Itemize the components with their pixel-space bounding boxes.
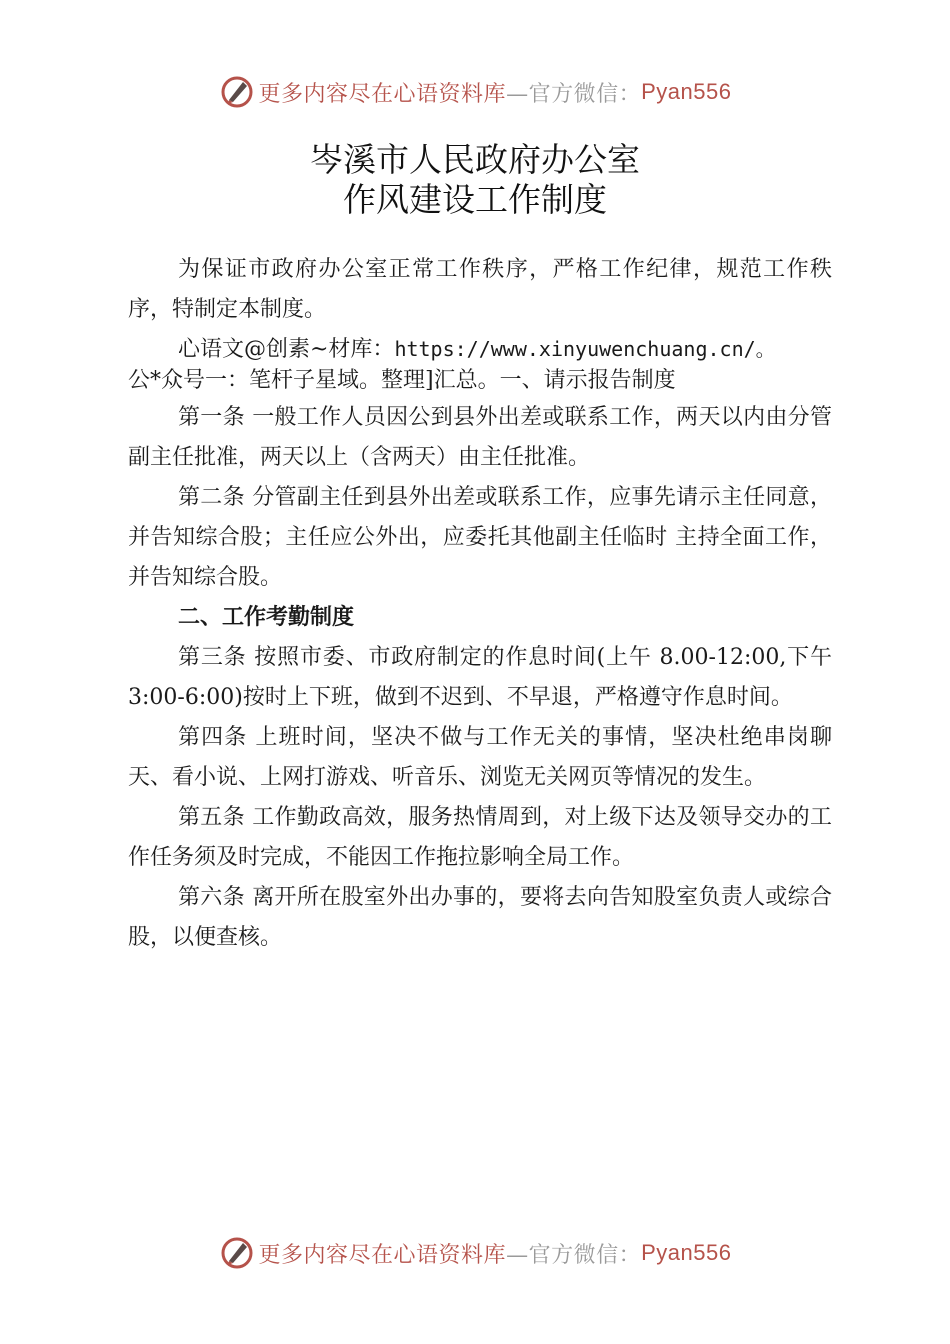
article-3: 第三条 按照市委、市政府制定的作息时间(上午 8.00-12:00,下午 3:00-6:00)按时上下班，做到不迟到、不早退，严格遵守作息时间。 bbox=[128, 645, 832, 710]
note-prefix: 心语文@创素~材库： bbox=[178, 337, 395, 362]
article-4: 第四条 上班时间，坚决不做与工作无关的事情，坚决杜绝串岗聊天、看小说、上网打游戏、听音乐、浏览无关网页等情况的发生。 bbox=[128, 725, 832, 790]
article-1: 第一条 一般工作人员因公到县外出差或联系工作，两天以内由分管副主任批准，两天以上（含两天）由主任批准。 bbox=[128, 405, 832, 470]
footer-id: Pyan556 bbox=[641, 1240, 732, 1265]
document-title bbox=[0, 140, 950, 220]
intro-paragraph: 为保证市政府办公室正常工作秩序，严格工作纪律，规范工作秩序，特制定本制度。 bbox=[128, 257, 832, 322]
footer-lead: 更多内容尽在心语资料库 bbox=[258, 1242, 507, 1268]
article-6: 第六条 离开所在股室外出办事的，要将去向告知股室负责人或综合股，以便查核。 bbox=[128, 885, 832, 950]
title-line-2: 作风建设工作制度 bbox=[343, 180, 607, 219]
article-2: 第二条 分管副主任到县外出差或联系工作，应事先请示主任同意，并告知综合股；主任应公外出，应委托其他副主任临时 主持全面工作，并告知综合股。 bbox=[128, 485, 832, 590]
header-banner bbox=[0, 72, 950, 112]
pen-logo-icon bbox=[219, 1235, 255, 1271]
note-url: https://www.xinyuwenchuang.cn/。 bbox=[394, 337, 776, 361]
article-5: 第五条 工作勤政高效，服务热情周到，对上级下达及领导交办的工作任务须及时完成，不能因工作拖拉影响全局工作。 bbox=[128, 805, 832, 870]
banner-id: Pyan556 bbox=[641, 79, 732, 104]
banner-lead: 更多内容尽在心语资料库 bbox=[258, 81, 507, 107]
title-line-1: 岑溪市人民政府办公室 bbox=[310, 140, 640, 179]
pen-logo-icon bbox=[219, 74, 255, 110]
watermark-note bbox=[128, 334, 832, 396]
banner-tail: —官方微信： bbox=[506, 81, 642, 107]
footer-banner bbox=[0, 1233, 950, 1273]
footer-tail: —官方微信： bbox=[506, 1242, 642, 1268]
note-line-2: 公*众号一：笔杆子星域。整理]汇总。一、请示报告制度 bbox=[128, 368, 676, 393]
section-heading-2: 二、工作考勤制度 bbox=[178, 605, 355, 630]
document-body bbox=[128, 250, 832, 958]
